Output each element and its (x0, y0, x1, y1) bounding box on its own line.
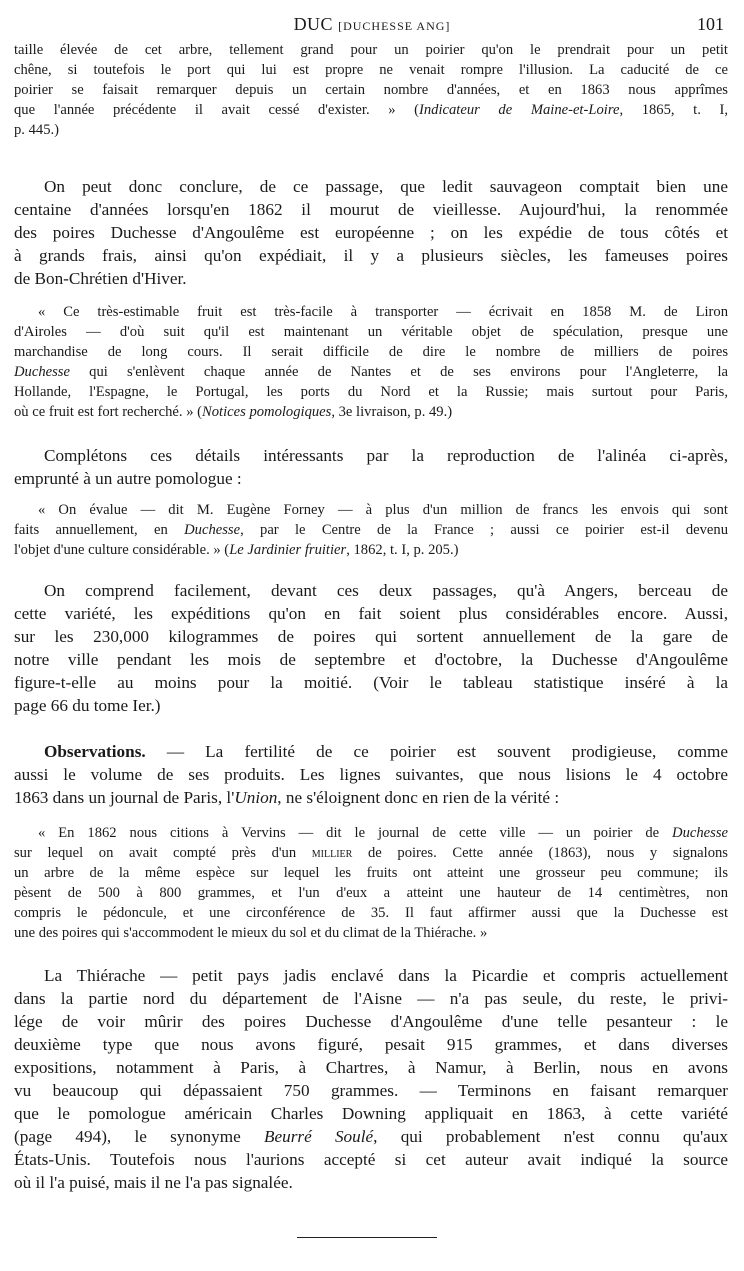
text-line: compris le pédoncule, et une circonférence de 35. Il faut affirmer aussi que la Duchesse est (14, 905, 728, 921)
text-line: emprunté à un autre pomologue : (14, 469, 242, 488)
text-line: On comprend facilement, devant ces deux passages, qu'à Angers, berceau de (44, 581, 728, 600)
text-line: deuxième type que nous avons figuré, pesait 915 grammes, et dans diverses (14, 1035, 728, 1054)
running-title (0, 14, 744, 35)
text-line: d'Airoles — d'où suit qu'il est maintenant un véritable objet de spéculation, presque une (14, 324, 728, 340)
text-line: cette variété, les expéditions qu'on en fait soient plus considérables encore. Aussi, (14, 604, 728, 623)
citation-title: Indicateur de Maine-et-Loire (419, 102, 620, 118)
text-line: où ce fruit est fort recherché. » (Notices pomologiques, 3e livraison, p. 49.) (14, 404, 453, 420)
text-line: l'objet d'une culture considérable. » (Le Jardinier fruitier, 1862, t. I, p. 205.) (14, 542, 459, 558)
title-main: DUC (293, 14, 334, 34)
text-line: de Bon-Chrétien d'Hiver. (14, 269, 187, 288)
text-line: taille élevée de cet arbre, tellement grand pour un poirier qu'on le prendrait pour un petit (14, 42, 728, 58)
text-line: Hollande, l'Espagne, le Portugal, les ports du Nord et la Russie; mais surtout pour Paris, (14, 384, 728, 400)
text-line: La Thiérache — petit pays jadis enclavé dans la Picardie et compris actuellement (44, 966, 728, 985)
text-line: expositions, notamment à Paris, à Chartres, à Namur, à Berlin, nous en avons (14, 1058, 728, 1077)
text-line: dans la partie nord du département de l'Aisne — n'a pas seule, du reste, le privi- (14, 989, 728, 1008)
text-line: vu beaucoup qui dépassaient 750 grammes. — Terminons en faisant remarquer (14, 1081, 728, 1100)
text-line: « Ce très-estimable fruit est très-facile à transporter — écrivait en 1858 M. de Liron (38, 304, 728, 320)
title-bracket: [DUCHESSE ANG] (338, 19, 451, 33)
text-line: lége de voir mûrir des poires Duchesse d'Angoulême d'une telle pesanteur : le (14, 1012, 728, 1031)
text-line: sur les 230,000 kilogrammes de poires qui sortent annuellement de la gare de (14, 627, 728, 646)
text-line: des poires Duchesse d'Angoulême est européenne ; on les expédie de tous côtés et (14, 223, 728, 242)
text-line: aussi le volume de ses produits. Les lignes suivantes, que nous lisions le 4 octobre (14, 765, 728, 784)
text-line: un arbre de la même espèce sur lequel les fruits ont atteint une grosseur peu commune; ils (14, 865, 728, 881)
text-line: États-Unis. Toutefois nous l'aurions accepté si cet auteur avait indiqué la source (14, 1150, 728, 1169)
text-line: que l'année précédente il avait cessé d'exister. » (Indicateur de Maine-et-Loire, 1865, t. I, (14, 102, 728, 118)
text-line: marchandise de long cours. Il serait difficile de dire le nombre de milliers de poires (14, 344, 728, 360)
text-line: faits annuellement, en Duchesse, par le Centre de la France ; aussi ce poirier est-il devenu (14, 522, 728, 538)
text-line: centaine d'années lorsqu'en 1862 il mourut de vieillesse. Aujourd'hui, la renommée (14, 200, 728, 219)
page-number: 101 (697, 14, 724, 34)
section-heading: Observations. (44, 742, 146, 761)
text-line: poirier se faisait remarquer depuis un certain nombre d'années, et en 1863 nous apprîmes (14, 82, 728, 98)
citation-title: Le Jardinier fruitier (229, 542, 347, 558)
citation-title: Notices pomologiques (202, 404, 332, 420)
text-line: On peut donc conclure, de ce passage, que ledit sauvageon comptait bien une (44, 177, 728, 196)
text-line: Complétons ces détails intéressants par la reproduction de l'alinéa ci-après, (44, 446, 728, 465)
text-line: notre ville pendant les mois de septembre et d'octobre, la Duchesse d'Angoulême (14, 650, 728, 669)
text-line: Observations. — La fertilité de ce poirier est souvent prodigieuse, comme (44, 742, 728, 761)
running-header (0, 14, 744, 38)
text-line: Duchesse qui s'enlèvent chaque année de Nantes et de ses environs pour l'Angleterre, la (14, 364, 728, 380)
text-line: que le pomologue américain Charles Downing appliquait en 1863, à cette variété (14, 1104, 728, 1123)
text-line: (page 494), le synonyme Beurré Soulé, qui probablement n'est connu qu'aux (14, 1127, 728, 1146)
text-line: page 66 du tome Ier.) (14, 696, 161, 715)
text-line: p. 445.) (14, 122, 59, 138)
text-line: « En 1862 nous citions à Vervins — dit le journal de cette ville — un poirier de Duchesse (38, 825, 728, 841)
text-line: où il l'a puisé, mais il ne l'a pas signalée. (14, 1173, 293, 1192)
text-line: « On évalue — dit M. Eugène Forney — à plus d'un million de francs les envois qui sont (38, 502, 728, 518)
text-line: figure-t-elle au moins pour la moitié. (Voir le tableau statistique inséré à la (14, 673, 728, 692)
closing-rule (297, 1237, 437, 1238)
text-line: sur lequel on avait compté près d'un millier de poires. Cette année (1863), nous y signalons (14, 845, 728, 861)
text-line: 1863 dans un journal de Paris, l'Union, ne s'éloignent donc en rien de la vérité : (14, 788, 560, 807)
text-line: chêne, si toutefois le port qui lui est propre ne venait rompre l'illusion. La caducité de ce (14, 62, 728, 78)
text-line: pèsent de 500 à 800 grammes, et l'un d'eux a atteint une hauteur de 14 centimètres, non (14, 885, 728, 901)
text-line: à grands frais, ainsi qu'on expédiait, il y a plusieurs siècles, les fameuses poires (14, 246, 728, 265)
text-line: une des poires qui s'accommodent le mieux du sol et du climat de la Thiérache. » (14, 925, 488, 941)
